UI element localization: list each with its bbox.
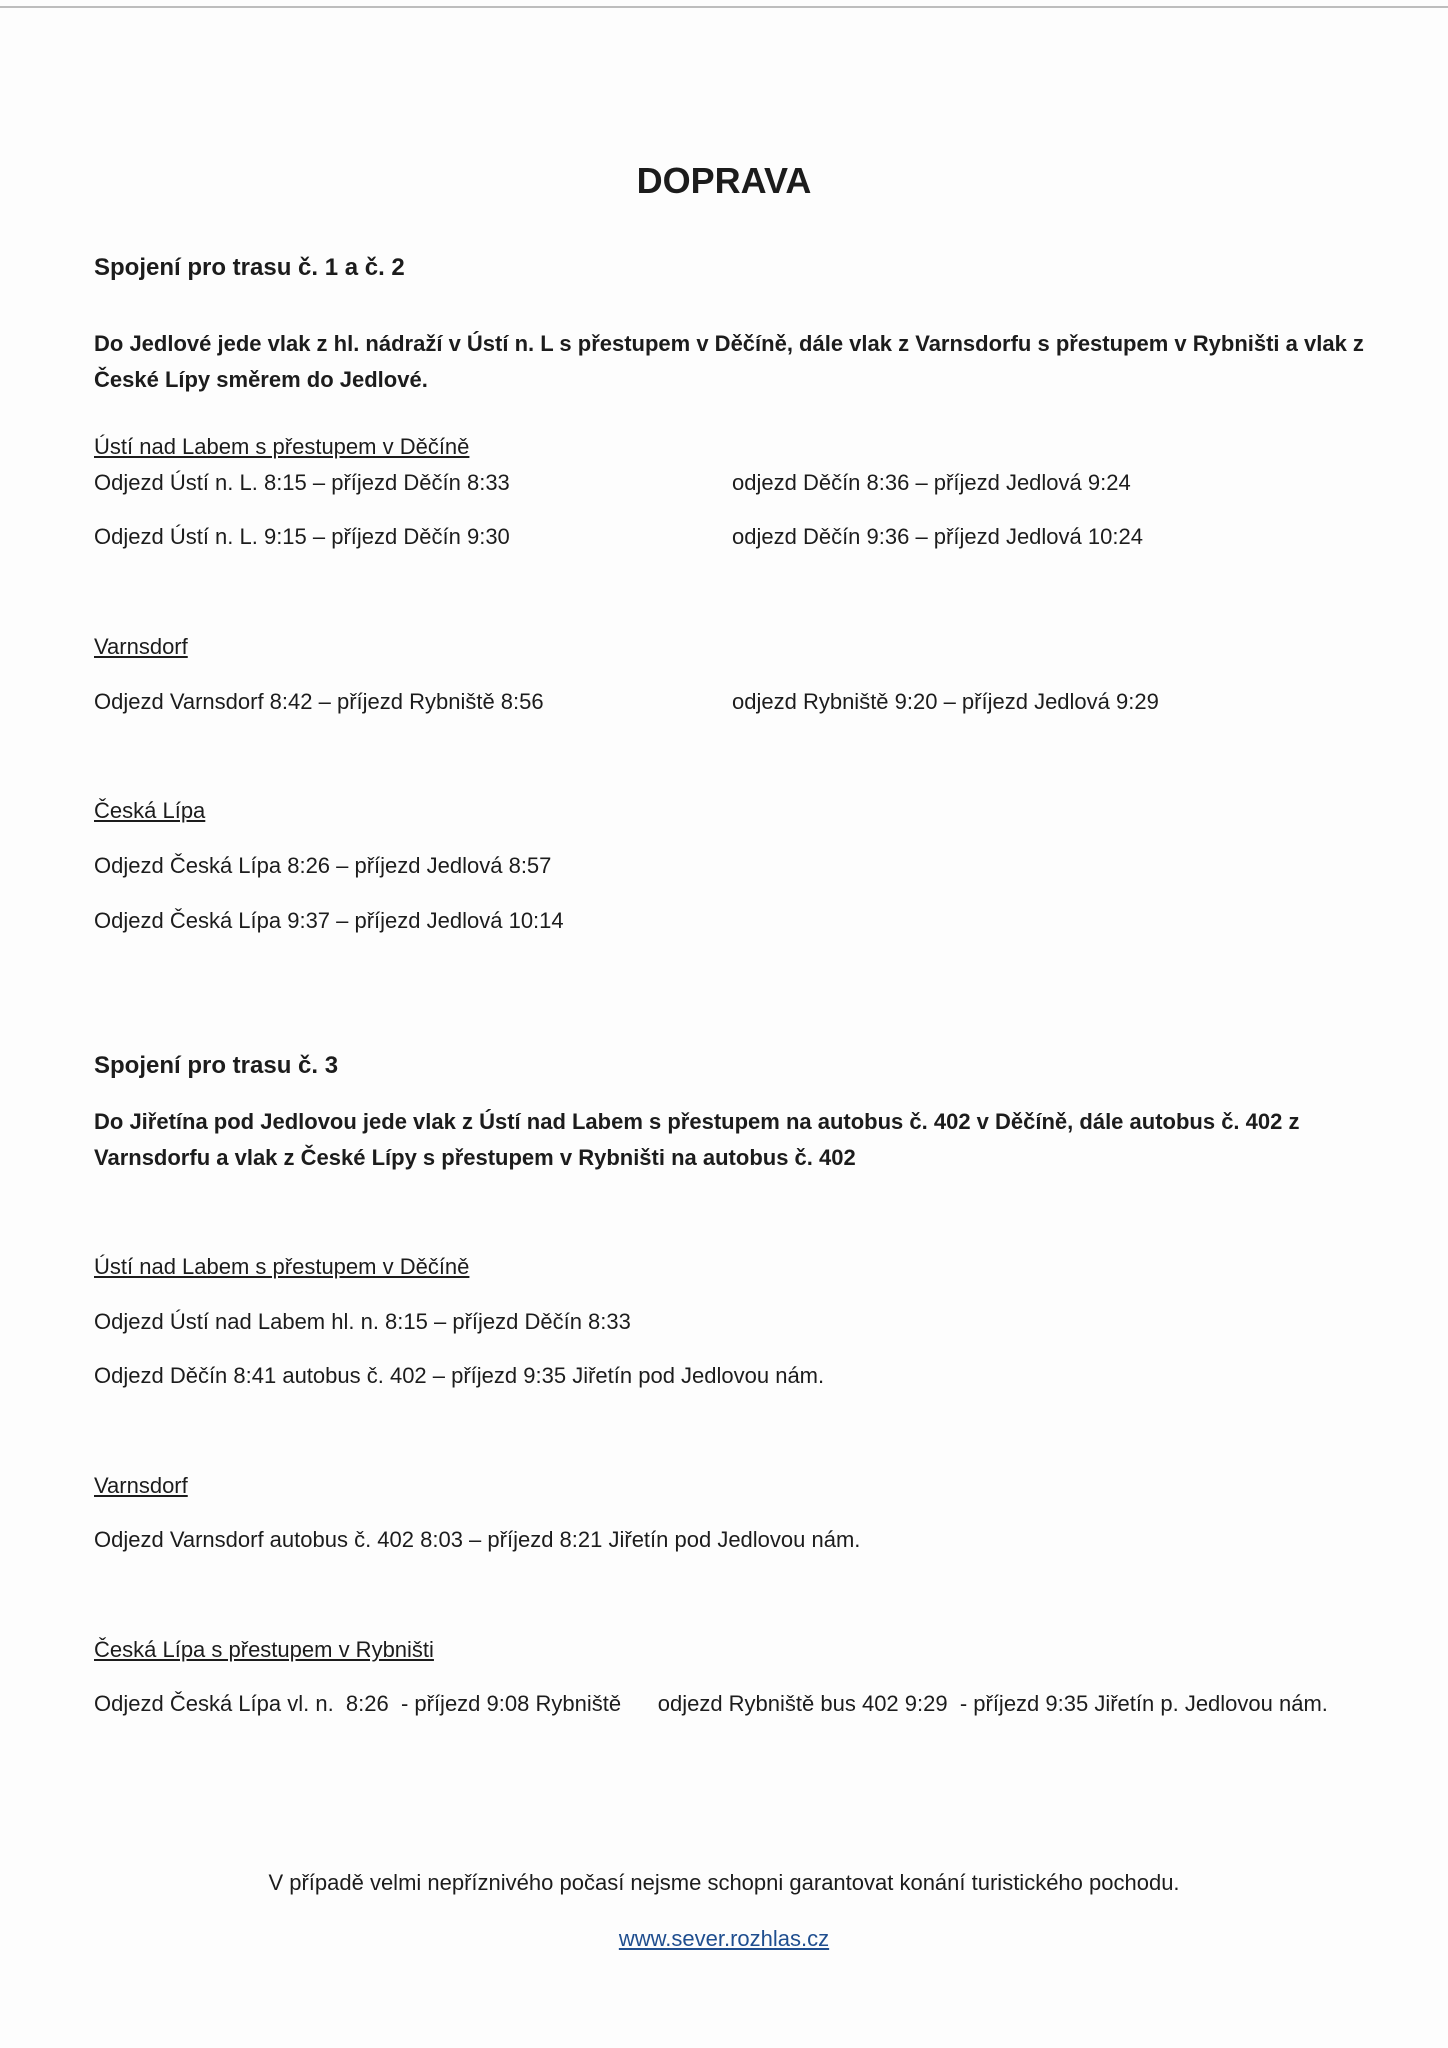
section1-group2-label: Varnsdorf [94,634,188,659]
scan-top-edge [0,6,1448,8]
section3-intro: Do Jiřetína pod Jedlovou jede vlak z Ústí nad Labem s přestupem na autobus č. 402 v Děčíně, dále autobus č. 402 z Varnsdorfu a vlak z České Lípy s přestupem v Rybništi na autobus č. 402 [94,1109,1300,1170]
section1-group3-row2: Odjezd Česká Lípa 9:37 – příjezd Jedlová 10:14 [94,908,564,933]
section3-group1-label: Ústí nad Labem s přestupem v Děčíně [94,1254,470,1279]
section1-group1-row2-left: Odjezd Ústí n. L. 9:15 – příjezd Děčín 9:30 [94,524,510,549]
section3-group3-row1: Odjezd Česká Lípa vl. n. 8:26 - příjezd 9:08 Rybniště odjezd Rybniště bus 402 9:29 - příjezd 9:35 Jiřetín p. Jedlovou nám. [94,1691,1328,1716]
section1-group2-row1-right: odjezd Rybniště 9:20 – příjezd Jedlová 9:29 [732,689,1159,714]
section1-heading: Spojení pro trasu č. 1 a č. 2 [94,254,405,281]
section1-group1-row1-right: odjezd Děčín 8:36 – příjezd Jedlová 9:24 [732,470,1131,495]
section1-group3-label: Česká Lípa [94,798,206,823]
website-link[interactable]: www.sever.rozhlas.cz [618,1926,830,1951]
section1-intro: Do Jedlové jede vlak z hl. nádraží v Ústí n. L s přestupem v Děčíně, dále vlak z Varnsdorfu s přestupem v Rybništi a vlak z České Lípy směrem do Jedlové. [94,331,1364,392]
page-title: DOPRAVA [636,160,812,201]
section1-group3-row1: Odjezd Česká Lípa 8:26 – příjezd Jedlová 8:57 [94,853,552,878]
weather-disclaimer: V případě velmi nepříznivého počasí nejsme schopni garantovat konání turistického pochodu. [268,1870,1180,1895]
section3-group1-row2: Odjezd Děčín 8:41 autobus č. 402 – příjezd 9:35 Jiřetín pod Jedlovou nám. [94,1363,825,1388]
section3-group1-row1: Odjezd Ústí nad Labem hl. n. 8:15 – příjezd Děčín 8:33 [94,1309,631,1334]
section3-heading: Spojení pro trasu č. 3 [94,1052,339,1079]
section1-group1-row1-left: Odjezd Ústí n. L. 8:15 – příjezd Děčín 8:33 [94,470,510,495]
section3-group3-label: Česká Lípa s přestupem v Rybništi [94,1637,434,1662]
section1-group1-row2-right: odjezd Děčín 9:36 – příjezd Jedlová 10:24 [732,524,1143,549]
section3-group2-row1: Odjezd Varnsdorf autobus č. 402 8:03 – příjezd 8:21 Jiřetín pod Jedlovou nám. [94,1527,861,1552]
section1-group2-row1-left: Odjezd Varnsdorf 8:42 – příjezd Rybniště 8:56 [94,689,544,714]
section3-group2-label: Varnsdorf [94,1473,188,1498]
section1-group1-label: Ústí nad Labem s přestupem v Děčíně [94,434,470,459]
